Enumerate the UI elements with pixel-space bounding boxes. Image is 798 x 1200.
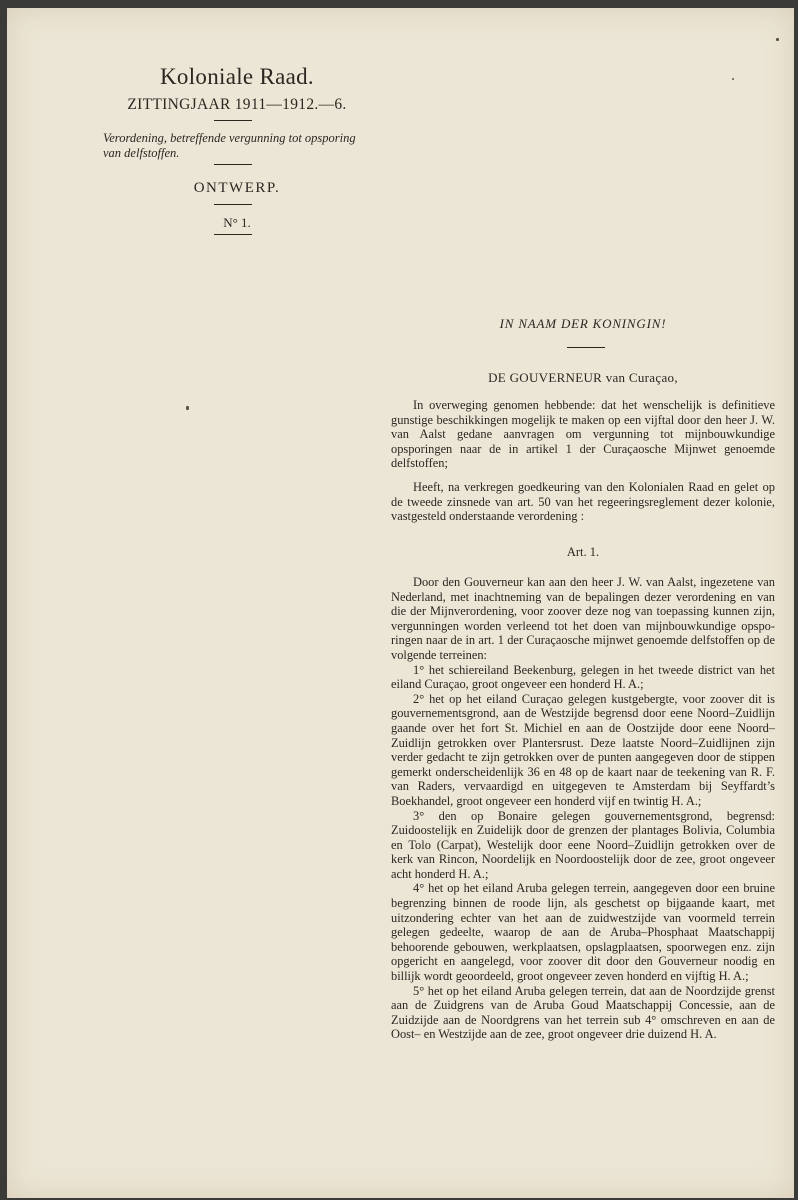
approval-paragraph: Heeft, na verkregen goedkeuring van den Kolonialen Raad en gelet op de tweede zinsnede van art. 50 van het regeeringsreglement dezer kolonie, vastgesteld onderstaande verordening : bbox=[391, 480, 775, 524]
document-number: N° 1. bbox=[223, 215, 251, 230]
session-line: ZITTINGJAAR 1911—1912.—6. bbox=[127, 96, 347, 113]
document-subject: Verordening, betreffende vergunning tot opsporing van delfstoffen. bbox=[103, 131, 356, 160]
list-item: 1° het schiereiland Beekenburg, gelegen in het tweede district van het eiland Curaçao, groot ongeveer een honderd H. A.; bbox=[391, 662, 775, 692]
scan-speck bbox=[186, 406, 189, 410]
document-title: Koloniale Raad. bbox=[160, 64, 314, 89]
article-1-text bbox=[391, 575, 775, 1042]
list-item: 2° het op het eiland Curaçao gelegen kustgebergte, voor zoover dit is gouvernementsgrond, aan de Westzijde begrensd door eene Noord–Zuidlijn gaande over het fort St. Michiel en aan de Oostzijde door eene Noord–Zuidlijn getrokken over Plantersrust. Deze laatste Noord–Zuidlijnen zijn verder gedacht te zijn getrokken over de punten aangegeven door de stippen gemerkt onderscheidenlijk 36 en 48 op de kaart naar de teekening van R. F. van Raders, vervaardigd en uitgegeven te Amsterdam bij Seyffardt’s Boekhandel, groot ongeveer een honderd vijf en twintig H. A.; bbox=[391, 691, 775, 808]
invocation-divider bbox=[567, 347, 605, 348]
number-divider bbox=[214, 234, 252, 235]
subject-divider bbox=[214, 164, 252, 165]
considerans-paragraph: In overweging genomen hebbende: dat het wenschelijk is definitieve gunstige beschikkingen mogelijk te maken op een vijftal door den heer J. W. van Aalst gedane aanvragen om vergunning tot mijnbouwkundige opsporingen naar de in artikel 1 der Curaçaosche Mijnwet genoemde delfstoffen; bbox=[391, 398, 775, 471]
article-heading: Art. 1. bbox=[566, 545, 600, 559]
ontwerp-divider bbox=[214, 204, 252, 205]
document-page bbox=[7, 8, 794, 1198]
scan-speck bbox=[732, 78, 734, 80]
invocation-heading: IN NAAM DER KONINGIN! bbox=[499, 316, 667, 331]
article-intro: Door den Gouverneur kan aan den heer J. W. van Aalst, ingezetene van Nederland, met inachtneming van de bepalingen dezer verordening en van die der Mijnverordening, voor zoover deze nog van toepassing kunnen zijn, vergunningen worden verleend tot het doen van mijnbouwkundige opsporingen naar de in art. 1 der Curaçaosche mijnwet genoemde delfstoffen op de volgende terreinen: bbox=[391, 575, 775, 662]
list-item: 4° het op het eiland Aruba gelegen terrein, aangegeven door een bruine begrenzing binnen de roode lijn, als geschetst op bijgaande kaart, met uitzondering echter van het aan de zuidwestzijde van voormeld terrein gelegen gedeelte, waarop de aan de Aruba–Phosphaat Maatschappij behoorende gebouwen, werkplaatsen, opslagplaatsen, spoorwegen enz. zijn opgericht en aangelegd, voor zoover dit door den Gouverneur noodig en billijk wordt geoordeeld, groot ongeveer zeven honderd en vijftig H. A.; bbox=[391, 881, 775, 984]
scan-speck bbox=[776, 38, 779, 41]
list-item: 3° den op Bonaire gelegen gouvernementsgrond, begrensd: Zuidoostelijk en Zuidelijk door de grenzen der plantages Bolivia, Columbia en Tolo (Carpat), Westelijk door eene Noord–Zuidlijn getrokken over de kerk van Rincon, Noordelijk en Noordoostelijk door de zee, groot ongeveer acht honderd H. A.; bbox=[391, 808, 775, 881]
header-divider bbox=[214, 120, 252, 121]
issuer-line: DE GOUVERNEUR van Curaçao, bbox=[488, 370, 678, 385]
ontwerp-heading: ONTWERP. bbox=[193, 180, 281, 196]
list-item: 5° het op het eiland Aruba gelegen terrein, dat aan de Noordzijde grenst aan de Zuidgrens van de Aruba Goud Maatschappij Concessie, aan de Zuidzijde aan de Noordgrens van het terrein sub 4° omschreven en aan de Oost– en Westzijde aan de zee, groot ongeveer drie duizend H. A. bbox=[391, 983, 775, 1042]
